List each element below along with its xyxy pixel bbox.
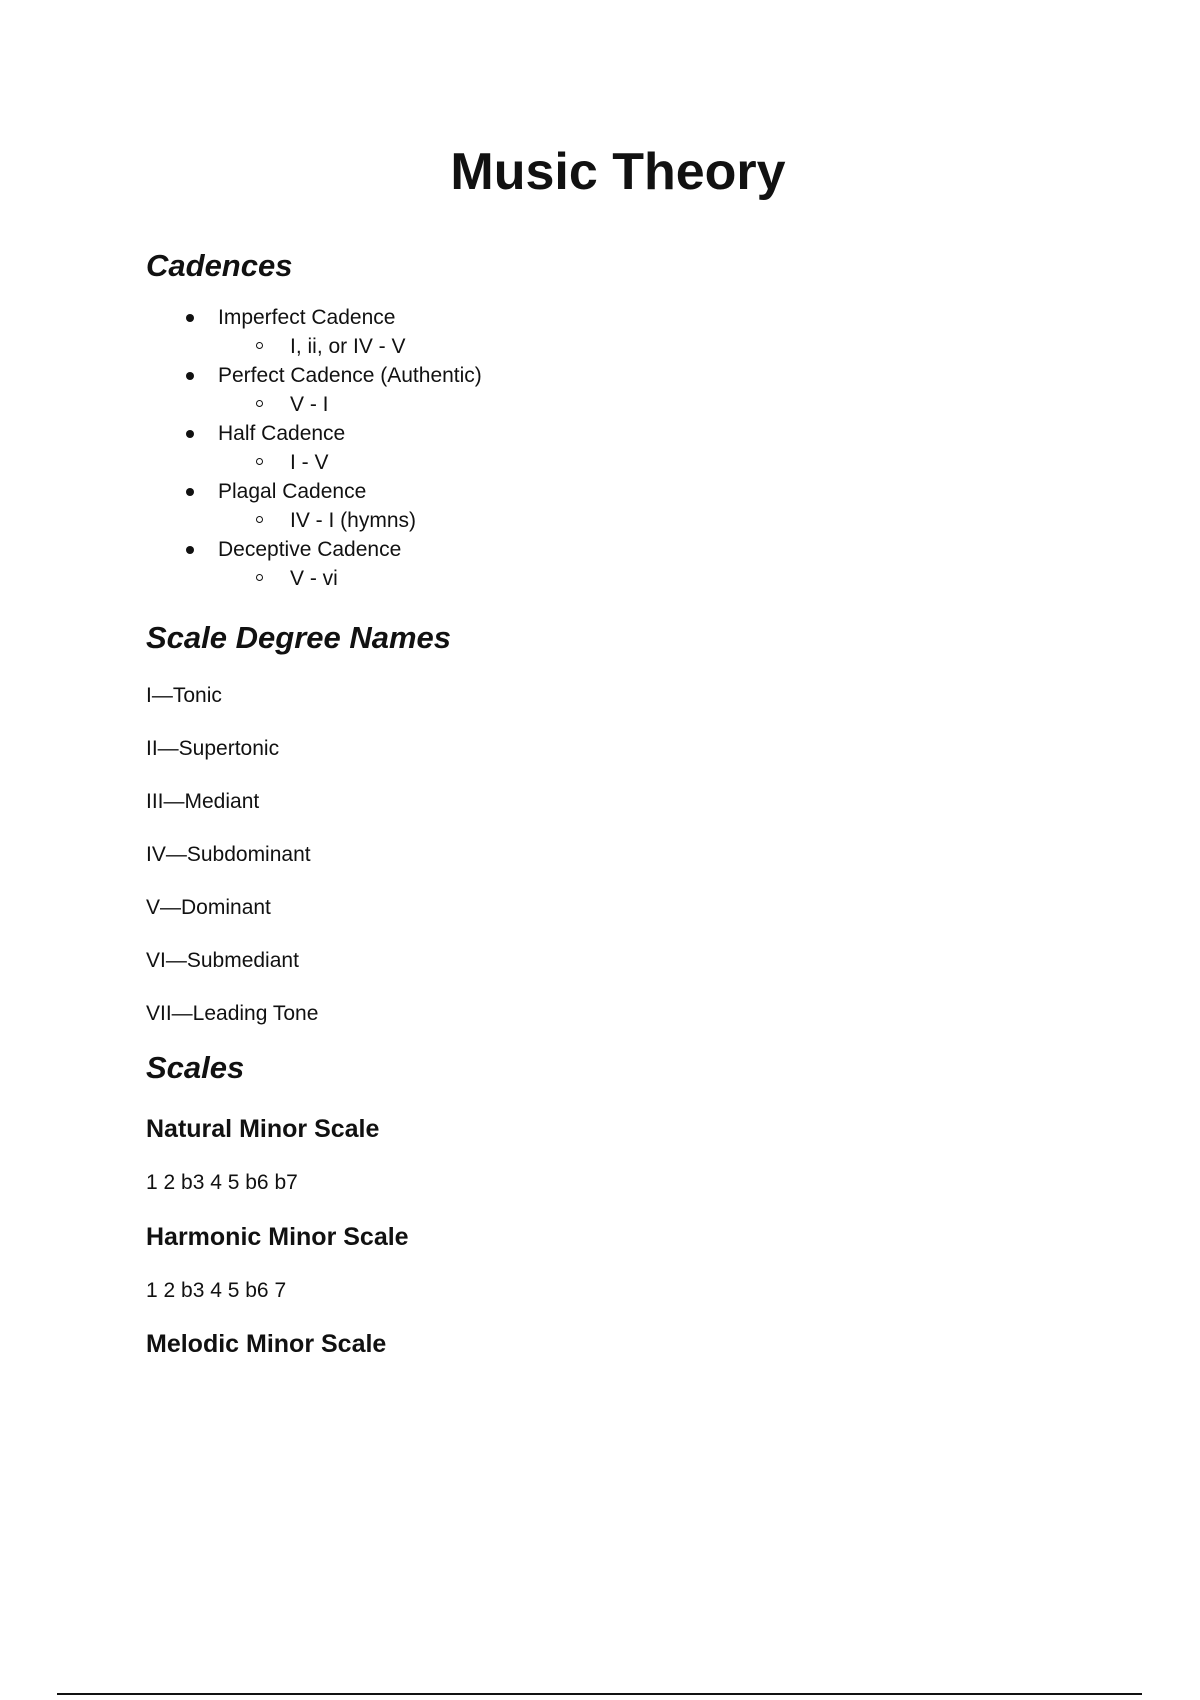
scale-degree-item: V—Dominant: [146, 896, 271, 919]
cadence-detail-list: [218, 564, 1146, 593]
scale-name: Melodic Minor Scale: [146, 1330, 387, 1358]
section-heading-cadences: Cadences: [146, 248, 293, 283]
cadence-detail: IV - I (hymns): [218, 506, 1146, 535]
scale-degree-item: III—Mediant: [146, 790, 260, 813]
cadence-label: Perfect Cadence (Authentic): [218, 364, 482, 387]
scale-degree-item: VII—Leading Tone: [146, 1002, 319, 1025]
cadence-label: Imperfect Cadence: [218, 306, 396, 329]
cadence-detail-list: [218, 448, 1146, 477]
cadence-detail: V - vi: [218, 564, 1146, 593]
cadence-item: [146, 419, 1146, 477]
cadence-item: [146, 535, 1146, 593]
cadence-detail: I - V: [218, 448, 1146, 477]
document-content: [146, 246, 1146, 1360]
cadence-item: [146, 361, 1146, 419]
page-title: Music Theory: [450, 143, 786, 201]
cadence-detail: V - I: [218, 390, 1146, 419]
cadence-list: [146, 303, 1146, 593]
scale-degree-list: [146, 682, 1146, 1028]
scale-formula: 1 2 b3 4 5 b6 b7: [146, 1171, 298, 1194]
cadence-detail-list: [218, 332, 1146, 361]
cadence-detail-list: [218, 390, 1146, 419]
scale-degree-item: I—Tonic: [146, 684, 222, 707]
cadence-label: Plagal Cadence: [218, 480, 367, 503]
cadence-detail-list: [218, 506, 1146, 535]
scale-degree-item: VI—Submediant: [146, 949, 299, 972]
section-heading-scales: Scales: [146, 1050, 245, 1085]
scale-name: Harmonic Minor Scale: [146, 1223, 409, 1251]
cadence-label: Deceptive Cadence: [218, 538, 402, 561]
footer-divider: [57, 1693, 1142, 1695]
cadence-label: Half Cadence: [218, 422, 346, 445]
scale-formula: 1 2 b3 4 5 b6 7: [146, 1279, 287, 1302]
scale-degree-item: II—Supertonic: [146, 737, 280, 760]
scale-degree-item: IV—Subdominant: [146, 843, 311, 866]
cadence-item: [146, 303, 1146, 361]
section-heading-scale-degree-names: Scale Degree Names: [146, 620, 452, 655]
cadence-detail: I, ii, or IV - V: [218, 332, 1146, 361]
scale-name: Natural Minor Scale: [146, 1115, 380, 1143]
cadence-item: [146, 477, 1146, 535]
